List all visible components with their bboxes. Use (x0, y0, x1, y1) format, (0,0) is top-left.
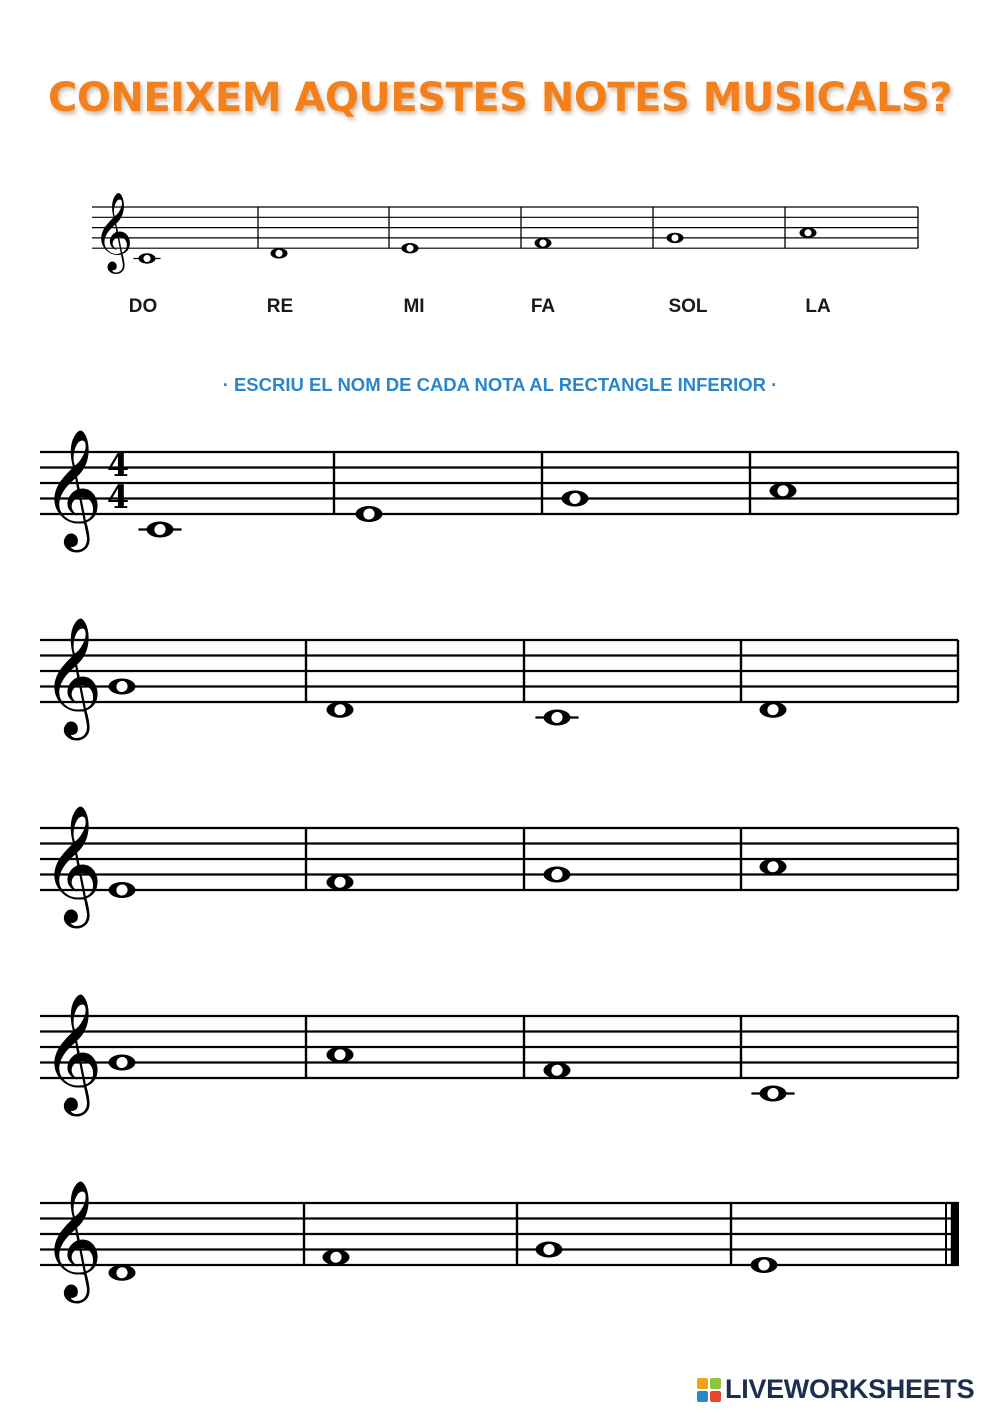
note-name-label: FA (530, 296, 556, 317)
whole-note-E4 (109, 882, 136, 898)
final-bar-line (952, 1202, 959, 1266)
whole-note-F4 (323, 1249, 350, 1265)
treble-clef-icon: 𝄞 (42, 804, 103, 924)
whole-note-F4 (327, 874, 354, 890)
exercise-staff-2 (40, 617, 958, 741)
liveworksheets-logo-icon (697, 1378, 721, 1402)
worksheet-title: CONEIXEM AQUESTES NOTES MUSICALS? (48, 75, 952, 121)
whole-note-A4 (770, 483, 797, 499)
instruction-text: · ESCRIU EL NOM DE CADA NOTA AL RECTANGLE INFERIOR · (222, 374, 778, 395)
treble-clef-icon: 𝄞 (42, 992, 103, 1112)
whole-note-E4 (751, 1257, 778, 1273)
whole-note-E4 (356, 506, 383, 522)
whole-note-D4 (327, 702, 354, 718)
liveworksheets-brand (697, 1374, 974, 1405)
brand-name: LIVEWORKSHEETS (725, 1374, 975, 1404)
whole-note-G4 (544, 867, 571, 883)
whole-note-C4 (147, 522, 174, 538)
note-name-label: LA (805, 296, 831, 317)
treble-clef-icon: 𝄞 (93, 191, 134, 271)
treble-clef-icon: 𝄞 (42, 1179, 103, 1299)
whole-note-D4 (760, 702, 787, 718)
exercise-staff-3 (40, 805, 958, 929)
time-signature-bottom: 4 (107, 478, 130, 516)
note-name-label: MI (403, 296, 425, 317)
note-name-label: DO (128, 296, 158, 317)
time-signature-top: 4 (107, 447, 130, 485)
whole-note-F4 (544, 1062, 571, 1078)
whole-note-G4 (562, 491, 589, 507)
whole-note-G4 (536, 1242, 563, 1258)
whole-note-G4 (109, 1055, 136, 1071)
whole-note-C4 (544, 710, 571, 726)
note-name-label: SOL (668, 296, 708, 317)
whole-note-D4 (109, 1265, 136, 1281)
exercise-staff-4 (40, 993, 958, 1117)
whole-note-G4 (109, 679, 136, 695)
treble-clef-icon: 𝄞 (42, 616, 103, 736)
note-name-label: RE (266, 296, 294, 317)
whole-note-A4 (760, 859, 787, 875)
treble-clef-icon: 𝄞 (42, 428, 103, 548)
exercise-staff-1 (40, 429, 958, 553)
exercise-staff-5 (40, 1180, 959, 1304)
whole-note-A4 (327, 1047, 354, 1063)
whole-note-C4 (760, 1086, 787, 1102)
